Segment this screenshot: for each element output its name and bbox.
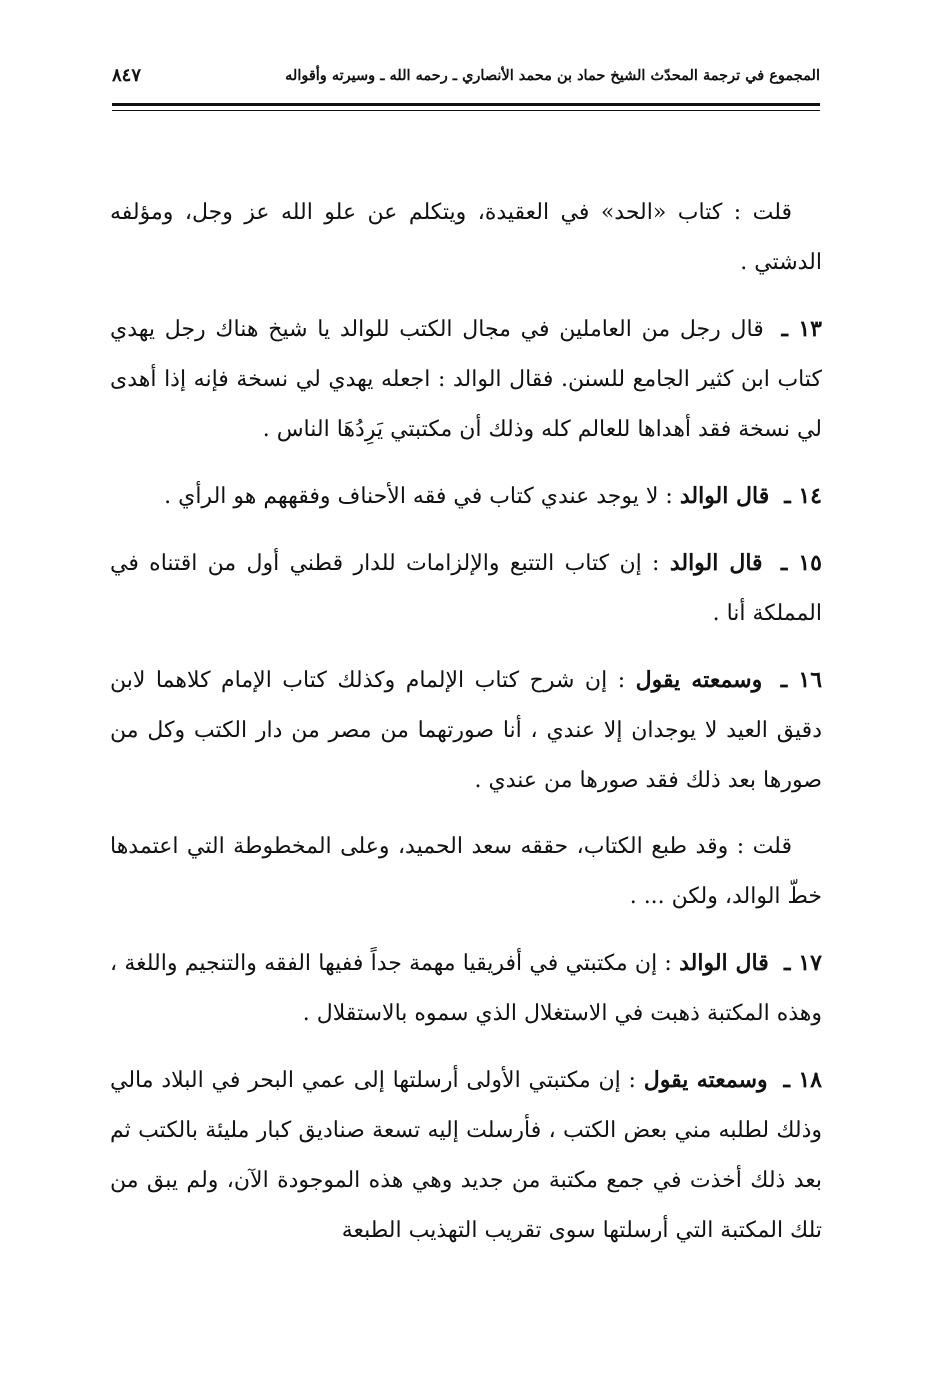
paragraph-number: ١٣ ـ <box>781 316 822 342</box>
paragraph-15 <box>110 538 822 639</box>
body-text <box>110 188 822 1272</box>
paragraph-text: : إن شرح كتاب الإلمام وكذلك كتاب الإمام كلاهما لابن دقيق العيد لا يوجدان إلا عندي ، أنا صورتهما من مصر من دار الكتب وكل من صورها بعد ذلك فقد صورها من عندي . <box>110 668 822 793</box>
paragraph-text: قلت : كتاب «الحد» في العقيدة، ويتكلم عن علو الله عز وجل، ومؤلفه الدشتي . <box>110 200 822 275</box>
paragraph-13 <box>110 304 822 455</box>
paragraph-number: ١٦ ـ <box>780 667 823 693</box>
paragraph-note-1 <box>110 188 822 288</box>
paragraph-text: : إن كتاب التتبع والإلزامات للدار قطني أول من اقتناه في المملكة أنا . <box>110 551 822 626</box>
paragraph-lead: قال الوالد <box>679 950 769 976</box>
paragraph-lead: وسمعته يقول <box>643 1067 768 1093</box>
paragraph-number: ١٨ ـ <box>783 1067 822 1093</box>
paragraph-number: ١٧ ـ <box>784 950 822 976</box>
paragraph-16 <box>110 655 822 806</box>
running-header <box>112 58 820 92</box>
paragraph-note-2 <box>110 822 822 922</box>
header-title: المجموع في ترجمة المحدّث الشيخ حماد بن محمد الأنصاري ـ رحمه الله ـ وسيرته وأقواله <box>285 66 820 84</box>
header-rule-thin <box>112 110 820 111</box>
paragraph-text: قال رجل من العاملين في مجال الكتب للوالد يا شيخ هناك رجل يهدي كتاب ابن كثير الجامع للسنن. فقال الوالد : اجعله يهدي لي نسخة فإنه إذا أهدى لي نسخة فقد أهداها للعالم كله وذلك أن مكتبتي يَرِدُهَا الناس . <box>110 317 822 442</box>
paragraph-text: قلت : وقد طبع الكتاب، حققه سعد الحميد، وعلى المخطوطة التي اعتمدها خطّ الوالد، ولكن ... . <box>110 834 822 909</box>
header-rule-thick <box>112 103 820 106</box>
paragraph-17 <box>110 938 822 1039</box>
paragraph-text: : إن مكتبتي الأولى أرسلتها إلى عمي البحر في البلاد مالي وذلك لطلبه مني بعض الكتب ، فأرسلت إليه تسعة صناديق كبار مليئة بالكتب ثم بعد ذلك أخذت في جمع مكتبة من جديد وهي هذه الموجودة الآن، ولم يبق من تلك المكتبة التي أرسلتها سوى تقريب التهذيب الطبعة <box>110 1068 822 1243</box>
paragraph-number: ١٥ ـ <box>780 550 822 576</box>
paragraph-lead: قال الوالد <box>669 550 763 576</box>
paragraph-text: : إن مكتبتي في أفريقيا مهمة جداً ففيها الفقه والتنجيم واللغة ، وهذه المكتبة ذهبت في الاستغلال الذي سموه بالاستقلال . <box>110 951 822 1026</box>
page-number: ٨٤٧ <box>112 64 142 86</box>
paragraph-lead: وسمعته يقول <box>635 667 763 693</box>
paragraph-14 <box>110 471 822 522</box>
paragraph-18 <box>110 1055 822 1256</box>
paragraph-number: ١٤ ـ <box>784 483 822 509</box>
paragraph-lead: قال الوالد <box>679 483 770 509</box>
paragraph-text: : لا يوجد عندي كتاب في فقه الأحناف وفقههم هو الرأي . <box>164 484 673 509</box>
